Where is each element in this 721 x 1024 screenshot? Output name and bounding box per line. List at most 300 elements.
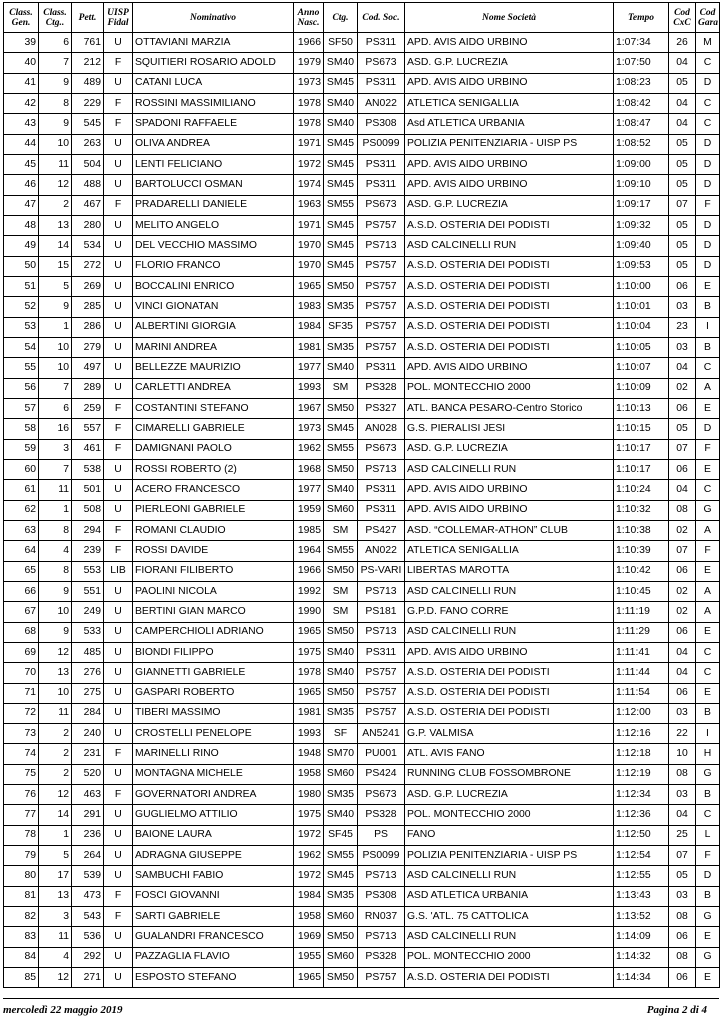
table-row (4, 622, 720, 642)
table-row (4, 866, 720, 886)
cell-class-ctg: 5 (39, 276, 72, 296)
table-row (4, 886, 720, 906)
table-row (4, 236, 720, 256)
cell-nome-societa: A.S.D. OSTERIA DEI PODISTI (405, 968, 614, 988)
cell-anno-nasc: 1969 (294, 927, 324, 947)
cell-ctg: SM35 (324, 297, 358, 317)
cell-nome-societa: ATL. AVIS FANO (405, 744, 614, 764)
cell-cod-cxc: 02 (669, 520, 696, 540)
cell-class-gen: 85 (4, 968, 39, 988)
cell-anno-nasc: 1983 (294, 297, 324, 317)
cell-tempo: 1:09:00 (614, 154, 669, 174)
cell-class-gen: 55 (4, 358, 39, 378)
cell-nome-societa: ASD CALCINELLI RUN (405, 236, 614, 256)
cell-pett: 280 (72, 215, 104, 235)
cell-pett: 231 (72, 744, 104, 764)
cell-class-ctg: 15 (39, 256, 72, 276)
cell-class-gen: 68 (4, 622, 39, 642)
cell-cod-soc: PS (358, 825, 405, 845)
cell-class-gen: 70 (4, 663, 39, 683)
cell-nominativo: LENTI FELICIANO (133, 154, 294, 174)
cell-cod-gara: E (696, 398, 720, 418)
cell-uisp-fidal: LIB (104, 561, 133, 581)
cell-tempo: 1:12:50 (614, 825, 669, 845)
cell-tempo: 1:10:00 (614, 276, 669, 296)
cell-uisp-fidal: U (104, 256, 133, 276)
cell-class-ctg: 2 (39, 724, 72, 744)
cell-cod-gara: E (696, 927, 720, 947)
cell-tempo: 1:09:32 (614, 215, 669, 235)
cell-nome-societa: A.S.D. OSTERIA DEI PODISTI (405, 256, 614, 276)
cell-nominativo: ROSSI ROBERTO (2) (133, 459, 294, 479)
cell-tempo: 1:11:29 (614, 622, 669, 642)
cell-nome-societa: A.S.D. OSTERIA DEI PODISTI (405, 215, 614, 235)
table-row (4, 642, 720, 662)
table-row (4, 683, 720, 703)
cell-cod-cxc: 08 (669, 764, 696, 784)
cell-uisp-fidal: U (104, 134, 133, 154)
cell-tempo: 1:10:13 (614, 398, 669, 418)
cell-pett: 467 (72, 195, 104, 215)
cell-cod-gara: C (696, 114, 720, 134)
cell-cod-gara: C (696, 805, 720, 825)
cell-cod-soc: PS713 (358, 459, 405, 479)
cell-cod-gara: D (696, 215, 720, 235)
cell-cod-soc: PS327 (358, 398, 405, 418)
cell-pett: 289 (72, 378, 104, 398)
cell-class-gen: 48 (4, 215, 39, 235)
table-row (4, 154, 720, 174)
cell-cod-cxc: 04 (669, 805, 696, 825)
cell-cod-cxc: 03 (669, 886, 696, 906)
cell-uisp-fidal: F (104, 744, 133, 764)
table-row (4, 459, 720, 479)
cell-tempo: 1:07:34 (614, 33, 669, 53)
cell-class-gen: 60 (4, 459, 39, 479)
cell-nome-societa: APD. AVIS AIDO URBINO (405, 73, 614, 93)
table-row (4, 541, 720, 561)
cell-class-ctg: 5 (39, 846, 72, 866)
cell-anno-nasc: 1972 (294, 866, 324, 886)
cell-uisp-fidal: U (104, 276, 133, 296)
cell-nominativo: ALBERTINI GIORGIA (133, 317, 294, 337)
cell-uisp-fidal: U (104, 175, 133, 195)
cell-uisp-fidal: F (104, 541, 133, 561)
cell-ctg: SM55 (324, 195, 358, 215)
cell-cod-soc: PS427 (358, 520, 405, 540)
cell-uisp-fidal: U (104, 683, 133, 703)
cell-ctg: SM (324, 378, 358, 398)
table-row (4, 785, 720, 805)
cell-cod-soc: PS424 (358, 764, 405, 784)
cell-tempo: 1:12:54 (614, 846, 669, 866)
cell-nome-societa: ASD CALCINELLI RUN (405, 622, 614, 642)
cell-cod-gara: B (696, 297, 720, 317)
cell-tempo: 1:14:09 (614, 927, 669, 947)
cell-tempo: 1:12:00 (614, 703, 669, 723)
cell-ctg: SM60 (324, 947, 358, 967)
table-row (4, 73, 720, 93)
table-row (4, 500, 720, 520)
cell-nome-societa: POLIZIA PENITENZIARIA - UISP PS (405, 846, 614, 866)
cell-nome-societa: FANO (405, 825, 614, 845)
cell-nome-societa: APD. AVIS AIDO URBINO (405, 175, 614, 195)
cell-cod-soc: AN028 (358, 419, 405, 439)
cell-nome-societa: POL. MONTECCHIO 2000 (405, 947, 614, 967)
cell-tempo: 1:12:19 (614, 764, 669, 784)
cell-cod-cxc: 25 (669, 825, 696, 845)
cell-anno-nasc: 1968 (294, 459, 324, 479)
cell-tempo: 1:13:43 (614, 886, 669, 906)
cell-tempo: 1:08:42 (614, 93, 669, 113)
cell-class-ctg: 9 (39, 114, 72, 134)
cell-class-ctg: 12 (39, 968, 72, 988)
cell-ctg: SM40 (324, 93, 358, 113)
cell-cod-gara: E (696, 276, 720, 296)
cell-nominativo: MARINI ANDREA (133, 337, 294, 357)
cell-ctg: SM50 (324, 276, 358, 296)
cell-cod-soc: AN022 (358, 541, 405, 561)
cell-uisp-fidal: F (104, 419, 133, 439)
cell-pett: 543 (72, 907, 104, 927)
cell-cod-soc: PS673 (358, 195, 405, 215)
cell-anno-nasc: 1971 (294, 215, 324, 235)
header-cod-gara: Cod Gara (696, 3, 720, 33)
cell-cod-gara: A (696, 378, 720, 398)
cell-cod-soc: PS713 (358, 927, 405, 947)
cell-class-gen: 58 (4, 419, 39, 439)
cell-cod-soc: PS757 (358, 663, 405, 683)
table-row (4, 215, 720, 235)
cell-uisp-fidal: U (104, 154, 133, 174)
cell-nome-societa: ASD. “COLLEMAR-ATHON” CLUB (405, 520, 614, 540)
cell-cod-gara: D (696, 154, 720, 174)
cell-uisp-fidal: U (104, 581, 133, 601)
cell-cod-soc: PS713 (358, 866, 405, 886)
cell-class-ctg: 11 (39, 480, 72, 500)
table-row (4, 947, 720, 967)
cell-class-gen: 41 (4, 73, 39, 93)
cell-uisp-fidal: U (104, 236, 133, 256)
cell-anno-nasc: 1955 (294, 947, 324, 967)
cell-class-gen: 64 (4, 541, 39, 561)
cell-cod-gara: F (696, 541, 720, 561)
cell-anno-nasc: 1963 (294, 195, 324, 215)
cell-class-ctg: 1 (39, 825, 72, 845)
cell-cod-soc: PS673 (358, 439, 405, 459)
cell-anno-nasc: 1973 (294, 419, 324, 439)
cell-nominativo: FOSCI GIOVANNI (133, 886, 294, 906)
cell-pett: 473 (72, 886, 104, 906)
cell-ctg: SF50 (324, 33, 358, 53)
cell-cod-cxc: 04 (669, 663, 696, 683)
cell-cod-gara: E (696, 459, 720, 479)
cell-ctg: SM40 (324, 642, 358, 662)
cell-cod-gara: D (696, 419, 720, 439)
cell-tempo: 1:07:50 (614, 53, 669, 73)
cell-nome-societa: ASD ATLETICA URBANIA (405, 886, 614, 906)
cell-tempo: 1:10:04 (614, 317, 669, 337)
cell-cod-soc: PS757 (358, 683, 405, 703)
cell-class-ctg: 10 (39, 358, 72, 378)
table-row (4, 439, 720, 459)
cell-nome-societa: G.S. 'ATL. 75 CATTOLICA (405, 907, 614, 927)
cell-ctg: SM45 (324, 73, 358, 93)
footer-page: Pagina 2 di 4 (646, 1004, 707, 1016)
cell-cod-soc: PS311 (358, 500, 405, 520)
cell-cod-cxc: 05 (669, 134, 696, 154)
cell-pett: 461 (72, 439, 104, 459)
cell-cod-cxc: 04 (669, 53, 696, 73)
cell-nome-societa: APD. AVIS AIDO URBINO (405, 33, 614, 53)
cell-pett: 264 (72, 846, 104, 866)
header-tempo: Tempo (614, 3, 669, 33)
cell-uisp-fidal: F (104, 114, 133, 134)
cell-cod-gara: E (696, 968, 720, 988)
cell-anno-nasc: 1978 (294, 663, 324, 683)
cell-cod-gara: E (696, 683, 720, 703)
cell-cod-soc: PS0099 (358, 846, 405, 866)
cell-class-ctg: 7 (39, 378, 72, 398)
cell-anno-nasc: 1981 (294, 337, 324, 357)
cell-cod-soc: PS757 (358, 337, 405, 357)
cell-nome-societa: APD. AVIS AIDO URBINO (405, 480, 614, 500)
table-row (4, 175, 720, 195)
cell-cod-cxc: 06 (669, 622, 696, 642)
cell-uisp-fidal: F (104, 886, 133, 906)
cell-nome-societa: APD. AVIS AIDO URBINO (405, 154, 614, 174)
cell-uisp-fidal: U (104, 866, 133, 886)
cell-uisp-fidal: F (104, 398, 133, 418)
cell-anno-nasc: 1993 (294, 724, 324, 744)
cell-nominativo: CIMARELLI GABRIELE (133, 419, 294, 439)
cell-nominativo: SQUITIERI ROSARIO ADOLD (133, 53, 294, 73)
cell-class-ctg: 8 (39, 561, 72, 581)
cell-pett: 538 (72, 459, 104, 479)
cell-nome-societa: A.S.D. OSTERIA DEI PODISTI (405, 317, 614, 337)
cell-tempo: 1:08:52 (614, 134, 669, 154)
cell-cod-cxc: 05 (669, 866, 696, 886)
cell-ctg: SM55 (324, 846, 358, 866)
cell-cod-soc: PS713 (358, 236, 405, 256)
cell-cod-cxc: 07 (669, 846, 696, 866)
cell-pett: 551 (72, 581, 104, 601)
cell-nominativo: GOVERNATORI ANDREA (133, 785, 294, 805)
cell-class-gen: 46 (4, 175, 39, 195)
cell-class-gen: 74 (4, 744, 39, 764)
cell-uisp-fidal: U (104, 622, 133, 642)
cell-cod-soc: PS713 (358, 622, 405, 642)
cell-cod-cxc: 05 (669, 236, 696, 256)
cell-uisp-fidal: U (104, 927, 133, 947)
cell-nome-societa: APD. AVIS AIDO URBINO (405, 500, 614, 520)
cell-anno-nasc: 1962 (294, 846, 324, 866)
cell-anno-nasc: 1979 (294, 53, 324, 73)
cell-tempo: 1:10:17 (614, 459, 669, 479)
cell-pett: 533 (72, 622, 104, 642)
cell-ctg: SM50 (324, 398, 358, 418)
cell-anno-nasc: 1958 (294, 907, 324, 927)
cell-uisp-fidal: F (104, 195, 133, 215)
header-anno-nasc: Anno Nasc. (294, 3, 324, 33)
header-nome-societa: Nome Società (405, 3, 614, 33)
cell-uisp-fidal: U (104, 703, 133, 723)
cell-cod-cxc: 05 (669, 256, 696, 276)
cell-anno-nasc: 1966 (294, 33, 324, 53)
table-row (4, 317, 720, 337)
cell-anno-nasc: 1970 (294, 256, 324, 276)
cell-ctg: SM40 (324, 114, 358, 134)
cell-class-gen: 84 (4, 947, 39, 967)
cell-ctg: SM40 (324, 53, 358, 73)
cell-pett: 539 (72, 866, 104, 886)
cell-tempo: 1:10:15 (614, 419, 669, 439)
cell-nominativo: GIANNETTI GABRIELE (133, 663, 294, 683)
cell-nome-societa: APD. AVIS AIDO URBINO (405, 358, 614, 378)
cell-anno-nasc: 1948 (294, 744, 324, 764)
cell-cod-gara: B (696, 703, 720, 723)
cell-class-ctg: 7 (39, 459, 72, 479)
cell-class-gen: 77 (4, 805, 39, 825)
cell-class-gen: 53 (4, 317, 39, 337)
cell-ctg: SM50 (324, 968, 358, 988)
cell-uisp-fidal: U (104, 764, 133, 784)
cell-anno-nasc: 1965 (294, 683, 324, 703)
cell-cod-gara: E (696, 622, 720, 642)
cell-cod-cxc: 04 (669, 93, 696, 113)
table-row (4, 968, 720, 988)
cell-nome-societa: ATLETICA SENIGALLIA (405, 93, 614, 113)
cell-ctg: SM35 (324, 703, 358, 723)
cell-ctg: SM70 (324, 744, 358, 764)
cell-class-gen: 43 (4, 114, 39, 134)
cell-nome-societa: G.P.D. FANO CORRE (405, 602, 614, 622)
cell-nome-societa: ASD CALCINELLI RUN (405, 927, 614, 947)
cell-uisp-fidal: U (104, 968, 133, 988)
cell-tempo: 1:12:18 (614, 744, 669, 764)
cell-tempo: 1:11:19 (614, 602, 669, 622)
cell-nome-societa: APD. AVIS AIDO URBINO (405, 642, 614, 662)
cell-class-gen: 73 (4, 724, 39, 744)
table-row (4, 256, 720, 276)
cell-nome-societa: A.S.D. OSTERIA DEI PODISTI (405, 297, 614, 317)
cell-class-ctg: 7 (39, 53, 72, 73)
cell-ctg: SM50 (324, 561, 358, 581)
cell-class-gen: 57 (4, 398, 39, 418)
cell-uisp-fidal: F (104, 93, 133, 113)
table-row (4, 378, 720, 398)
cell-tempo: 1:09:17 (614, 195, 669, 215)
cell-tempo: 1:08:47 (614, 114, 669, 134)
cell-nome-societa: ASD. G.P. LUCREZIA (405, 53, 614, 73)
cell-pett: 488 (72, 175, 104, 195)
cell-cod-soc: PS311 (358, 480, 405, 500)
cell-nome-societa: POLIZIA PENITENZIARIA - UISP PS (405, 134, 614, 154)
cell-uisp-fidal: F (104, 520, 133, 540)
cell-class-gen: 47 (4, 195, 39, 215)
cell-cod-soc: PU001 (358, 744, 405, 764)
cell-class-gen: 69 (4, 642, 39, 662)
table-row (4, 907, 720, 927)
cell-cod-soc: PS757 (358, 256, 405, 276)
cell-pett: 497 (72, 358, 104, 378)
cell-nominativo: MARINELLI RINO (133, 744, 294, 764)
cell-cod-cxc: 05 (669, 175, 696, 195)
cell-pett: 269 (72, 276, 104, 296)
cell-cod-gara: M (696, 33, 720, 53)
cell-class-ctg: 16 (39, 419, 72, 439)
cell-nominativo: PAOLINI NICOLA (133, 581, 294, 601)
cell-pett: 557 (72, 419, 104, 439)
cell-ctg: SF (324, 724, 358, 744)
cell-pett: 263 (72, 134, 104, 154)
cell-class-ctg: 11 (39, 703, 72, 723)
cell-uisp-fidal: U (104, 459, 133, 479)
cell-cod-cxc: 06 (669, 683, 696, 703)
table-row (4, 53, 720, 73)
cell-nominativo: CARLETTI ANDREA (133, 378, 294, 398)
cell-class-ctg: 12 (39, 642, 72, 662)
footer-divider (3, 998, 719, 999)
cell-nominativo: SAMBUCHI FABIO (133, 866, 294, 886)
cell-cod-soc: PS673 (358, 785, 405, 805)
cell-pett: 534 (72, 236, 104, 256)
cell-cod-cxc: 10 (669, 744, 696, 764)
cell-class-ctg: 10 (39, 683, 72, 703)
cell-tempo: 1:10:01 (614, 297, 669, 317)
cell-ctg: SM (324, 520, 358, 540)
cell-nominativo: BELLEZZE MAURIZIO (133, 358, 294, 378)
cell-anno-nasc: 1978 (294, 114, 324, 134)
cell-tempo: 1:10:05 (614, 337, 669, 357)
cell-tempo: 1:10:17 (614, 439, 669, 459)
cell-tempo: 1:10:38 (614, 520, 669, 540)
cell-cod-gara: F (696, 439, 720, 459)
cell-tempo: 1:14:34 (614, 968, 669, 988)
cell-nome-societa: ASD CALCINELLI RUN (405, 866, 614, 886)
cell-class-gen: 67 (4, 602, 39, 622)
cell-tempo: 1:12:55 (614, 866, 669, 886)
cell-cod-gara: F (696, 195, 720, 215)
cell-class-ctg: 9 (39, 622, 72, 642)
cell-anno-nasc: 1984 (294, 317, 324, 337)
cell-ctg: SM40 (324, 480, 358, 500)
cell-anno-nasc: 1964 (294, 541, 324, 561)
table-header (4, 3, 720, 33)
cell-nome-societa: ATL. BANCA PESARO-Centro Storico (405, 398, 614, 418)
cell-anno-nasc: 1977 (294, 480, 324, 500)
cell-nominativo: GASPARI ROBERTO (133, 683, 294, 703)
cell-uisp-fidal: U (104, 358, 133, 378)
cell-pett: 229 (72, 93, 104, 113)
cell-pett: 294 (72, 520, 104, 540)
cell-cod-soc: PS328 (358, 947, 405, 967)
cell-cod-cxc: 05 (669, 215, 696, 235)
cell-cod-gara: L (696, 825, 720, 845)
cell-tempo: 1:12:36 (614, 805, 669, 825)
cell-cod-gara: G (696, 907, 720, 927)
cell-class-ctg: 2 (39, 744, 72, 764)
cell-cod-gara: H (696, 744, 720, 764)
cell-anno-nasc: 1975 (294, 642, 324, 662)
cell-uisp-fidal: U (104, 846, 133, 866)
cell-cod-cxc: 08 (669, 907, 696, 927)
cell-nome-societa: POL. MONTECCHIO 2000 (405, 378, 614, 398)
cell-cod-cxc: 05 (669, 73, 696, 93)
cell-pett: 504 (72, 154, 104, 174)
cell-cod-cxc: 03 (669, 297, 696, 317)
cell-anno-nasc: 1965 (294, 276, 324, 296)
